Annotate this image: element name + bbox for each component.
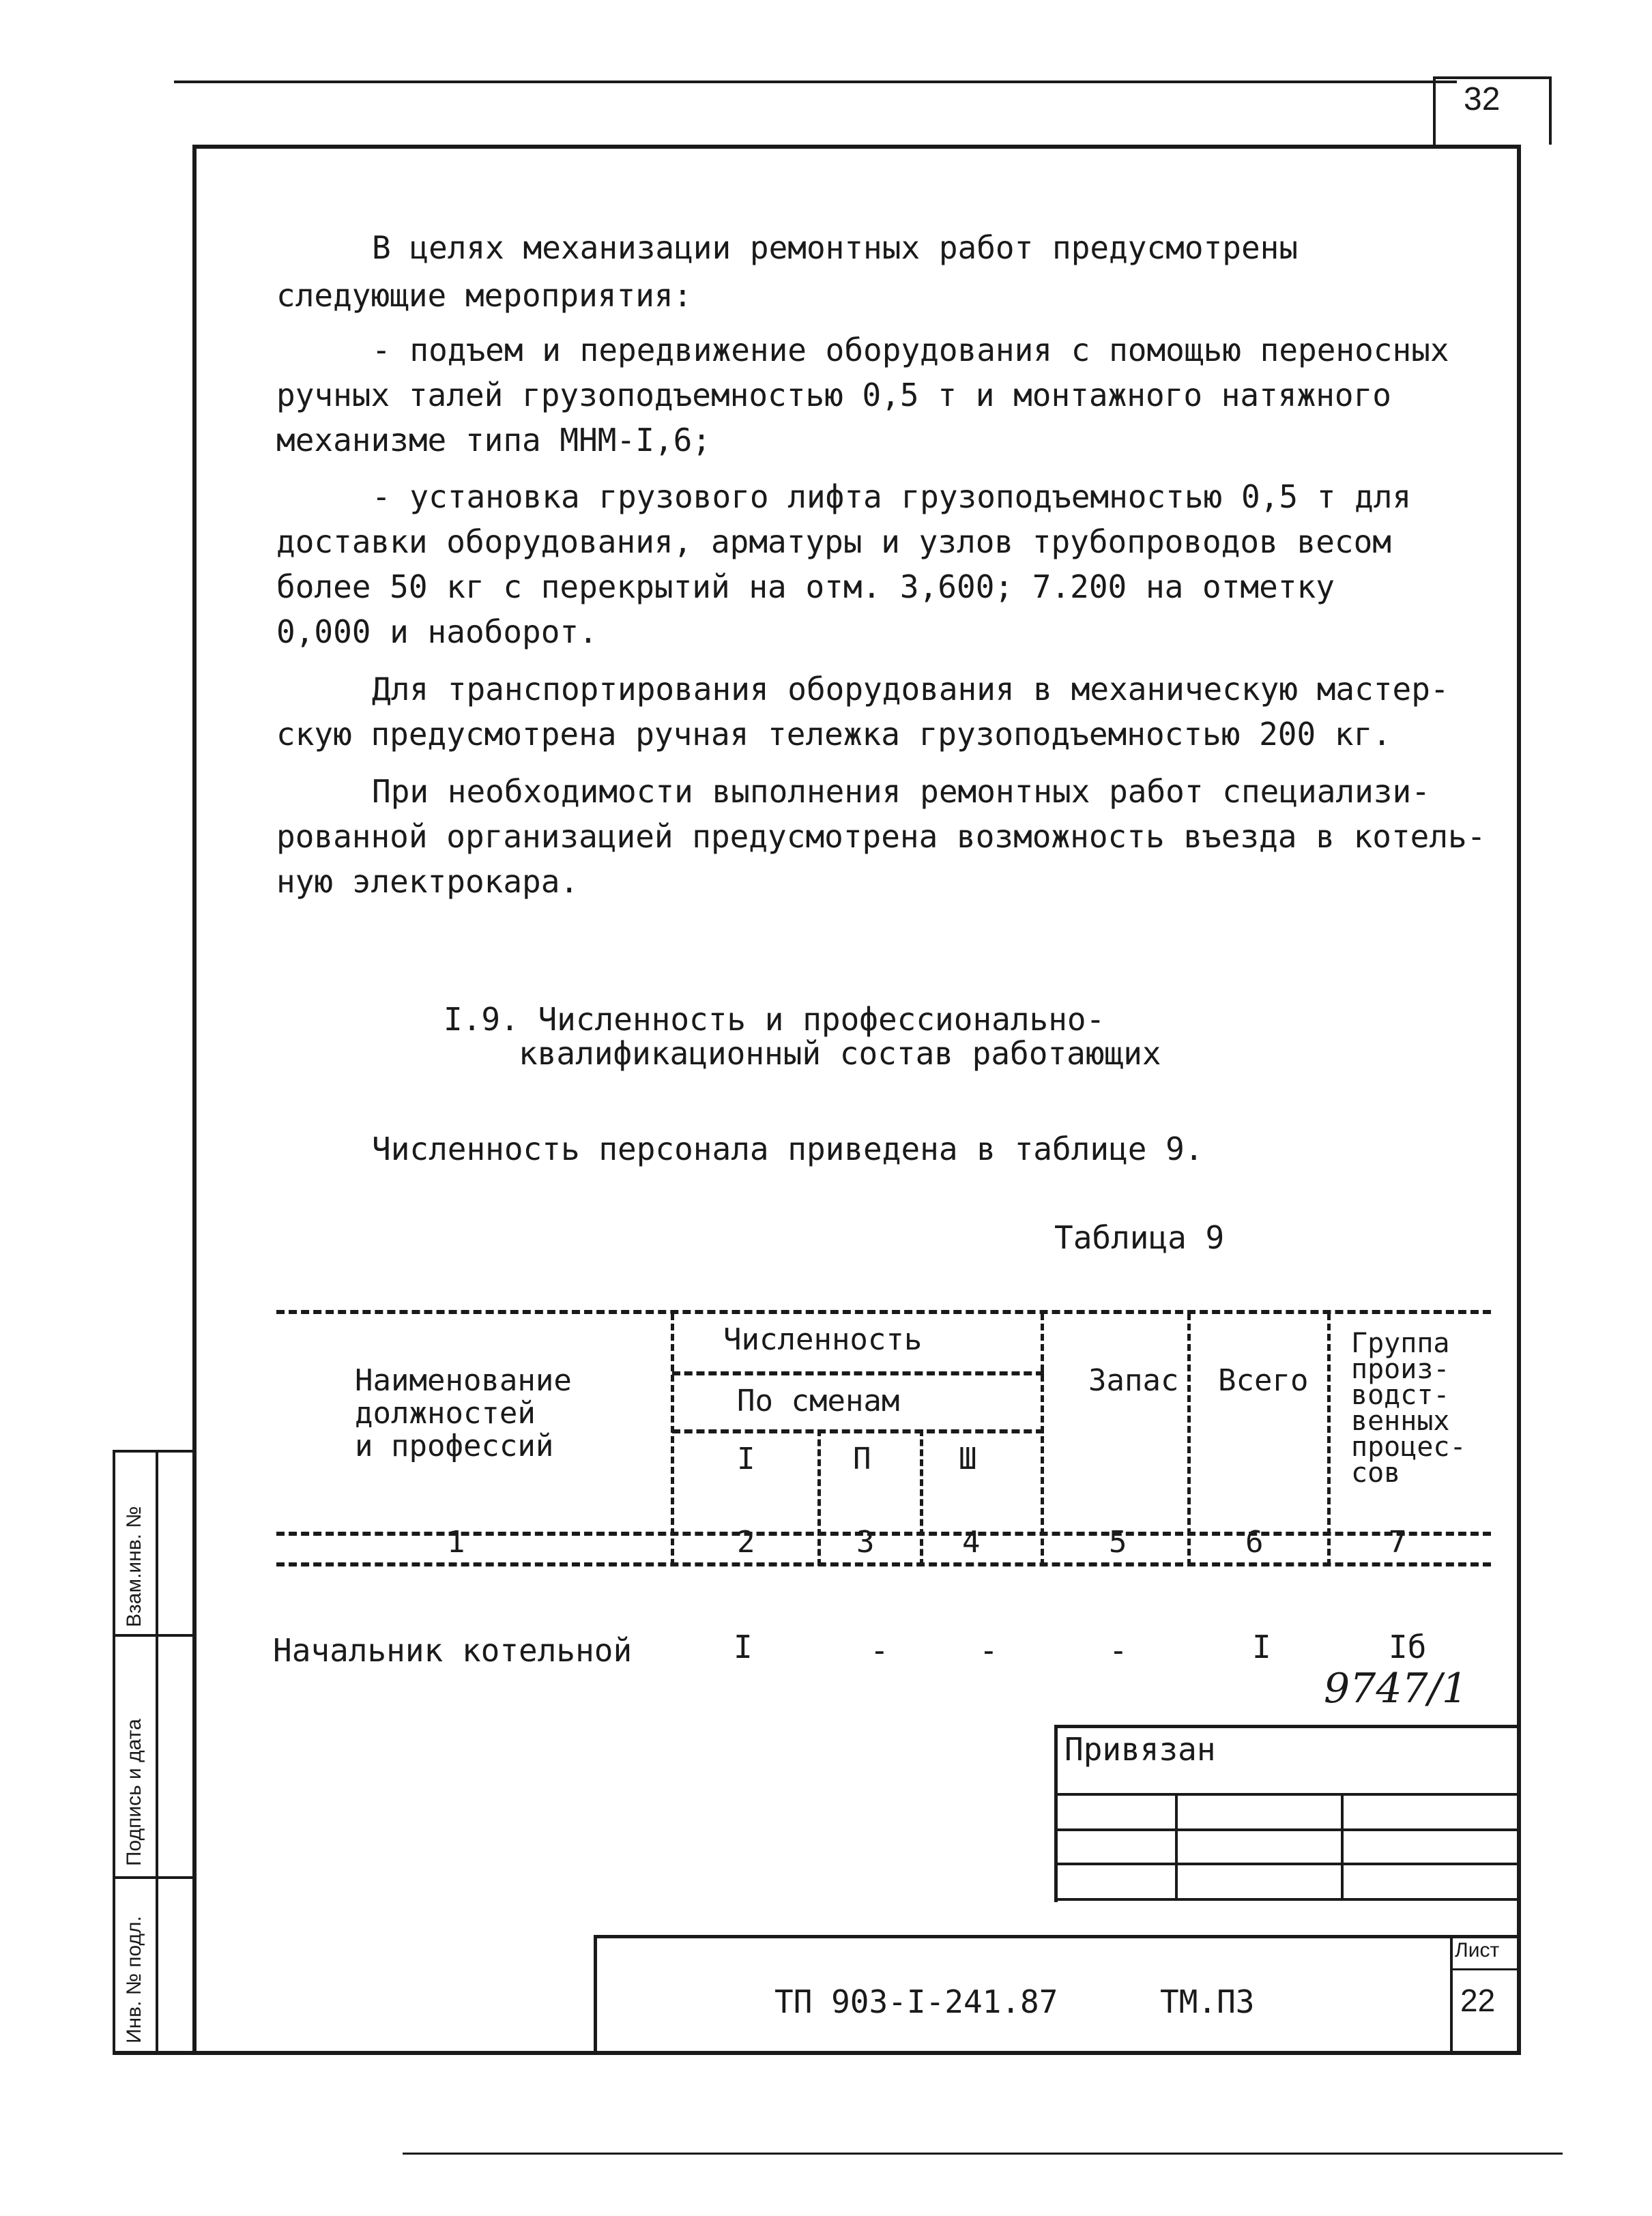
numbers-bottom-rule (276, 1562, 1491, 1566)
para-5-line-1: При необходимости выполнения ремонтных работ специализи- (372, 773, 1430, 810)
priv-row-1 (1054, 1793, 1521, 1796)
col-number-3: 3 (856, 1525, 875, 1560)
para-5-line-3: ную электрокара. (276, 863, 579, 900)
title-block-top (594, 1935, 1521, 1938)
para-2-line-2: ручных талей грузоподъемностью 0,5 т и монтажного натяжного (276, 377, 1391, 413)
count-under-rule (672, 1371, 1044, 1375)
head-name: Наименование должностей и профессий (355, 1363, 572, 1463)
sheet-label: Лист (1455, 1939, 1500, 1962)
col-sep-6 (1327, 1313, 1331, 1566)
col-number-7: 7 (1389, 1525, 1407, 1560)
handwritten-number: 9747/1 (1324, 1665, 1468, 1712)
top-rule (174, 81, 1457, 83)
col-number-2: 2 (737, 1525, 755, 1560)
row-1-shift-3: - (979, 1632, 998, 1669)
table-intro: Численность персонала приведена в таблице 9. (372, 1131, 1204, 1167)
privyazan-label: Привязан (1064, 1731, 1216, 1768)
frame-left (192, 145, 197, 2055)
col-sep-5 (1187, 1313, 1191, 1566)
sheet-box-left (1450, 1935, 1453, 2052)
priv-row-3 (1054, 1863, 1521, 1865)
priv-col-2 (1341, 1793, 1344, 1901)
head-shift-2: П (853, 1442, 871, 1476)
side-label-inv-podl: Инв. № подл. (123, 1916, 145, 2043)
para-3-line-3: более 50 кг с перекрытий на отм. 3,600; 7.200 на отметку (276, 568, 1335, 605)
page-number: 32 (1464, 81, 1501, 117)
col-number-1: 1 (447, 1525, 465, 1560)
col-sep-3 (920, 1429, 923, 1566)
para-3-line-4: 0,000 и наоборот. (276, 613, 598, 650)
para-4-line-1: Для транспортирования оборудования в механическую мастер- (372, 671, 1449, 708)
side-stamp-sep-1 (113, 1634, 194, 1637)
row-1-shift-2: - (870, 1632, 889, 1669)
col-sep-2 (817, 1429, 821, 1566)
priv-row-2 (1054, 1828, 1521, 1831)
pagebox-right (1549, 76, 1552, 145)
frame-right (1517, 145, 1521, 2055)
col-number-4: 4 (962, 1525, 981, 1560)
side-label-signature-date: Подпись и дата (123, 1719, 145, 1866)
head-total: Всего (1218, 1363, 1309, 1398)
pagebox-top (1433, 76, 1552, 79)
row-1-shift-1: I (734, 1629, 753, 1665)
head-shift-3: Ш (959, 1442, 977, 1476)
col-number-6: 6 (1245, 1525, 1264, 1560)
document-code: ТП 903-I-241.87 (774, 1983, 1058, 2020)
frame-top (192, 145, 1521, 149)
priv-col-1 (1175, 1793, 1178, 1901)
priv-box-left (1054, 1725, 1058, 1902)
para-3-line-1: - установка грузового лифта грузоподъемностью 0,5 т для (372, 478, 1412, 515)
para-1-line-1: В целях механизации ремонтных работ предусмотрены (372, 229, 1299, 266)
col-number-5: 5 (1109, 1525, 1127, 1560)
sheet-box-divider (1450, 1968, 1521, 1970)
table-top-rule (276, 1310, 1491, 1314)
para-2-line-3: механизме типа МНМ-I,6; (276, 422, 711, 458)
para-2-line-1: - подъем и передвижение оборудования с помощью переносных (372, 332, 1449, 368)
bottom-rule (403, 2153, 1563, 2155)
side-stamp-outer (113, 1450, 115, 2054)
row-1-group: Iб (1389, 1629, 1427, 1665)
pagebox-left (1433, 76, 1436, 145)
head-count: Численность (723, 1322, 923, 1357)
head-reserve: Запас (1088, 1363, 1179, 1398)
col-sep-4 (1041, 1313, 1044, 1566)
title-block-left (594, 1935, 597, 2052)
document-section: ТМ.ПЗ (1160, 1983, 1255, 2020)
sheet-number: 22 (1460, 1983, 1496, 2018)
table-caption: Таблица 9 (1054, 1219, 1225, 1256)
shifts-under-rule (672, 1429, 1044, 1433)
side-stamp-top (113, 1450, 194, 1453)
row-1-reserve: - (1109, 1632, 1128, 1669)
para-3-line-2: доставки оборудования, арматуры и узлов трубопроводов весом (276, 523, 1391, 560)
side-stamp-mid (156, 1450, 158, 2054)
head-group: Группа произ- водст- венных процес- сов (1351, 1328, 1466, 1489)
side-label-vzam-inv: Взам.инв. № (123, 1506, 145, 1627)
col-sep-1 (671, 1313, 674, 1566)
para-4-line-2: скую предусмотрена ручная тележка грузоподъемностью 200 кг. (276, 716, 1391, 753)
para-1-line-2: следующие мероприятия: (276, 277, 693, 314)
frame-bottom (113, 2051, 1521, 2055)
section-title-line-2: квалификационный состав работающих (519, 1035, 1161, 1072)
side-stamp-sep-2 (113, 1876, 194, 1879)
head-shifts: По сменам (737, 1384, 900, 1418)
para-5-line-2: рованной организацией предусмотрена возможность въезда в котель- (276, 818, 1486, 855)
row-1-name: Начальник котельной (273, 1632, 633, 1669)
row-1-total: I (1252, 1629, 1271, 1665)
head-shift-1: I (737, 1442, 755, 1476)
section-title-line-1: I.9. Численность и профессионально- (444, 1001, 1105, 1038)
priv-row-4 (1054, 1898, 1521, 1901)
